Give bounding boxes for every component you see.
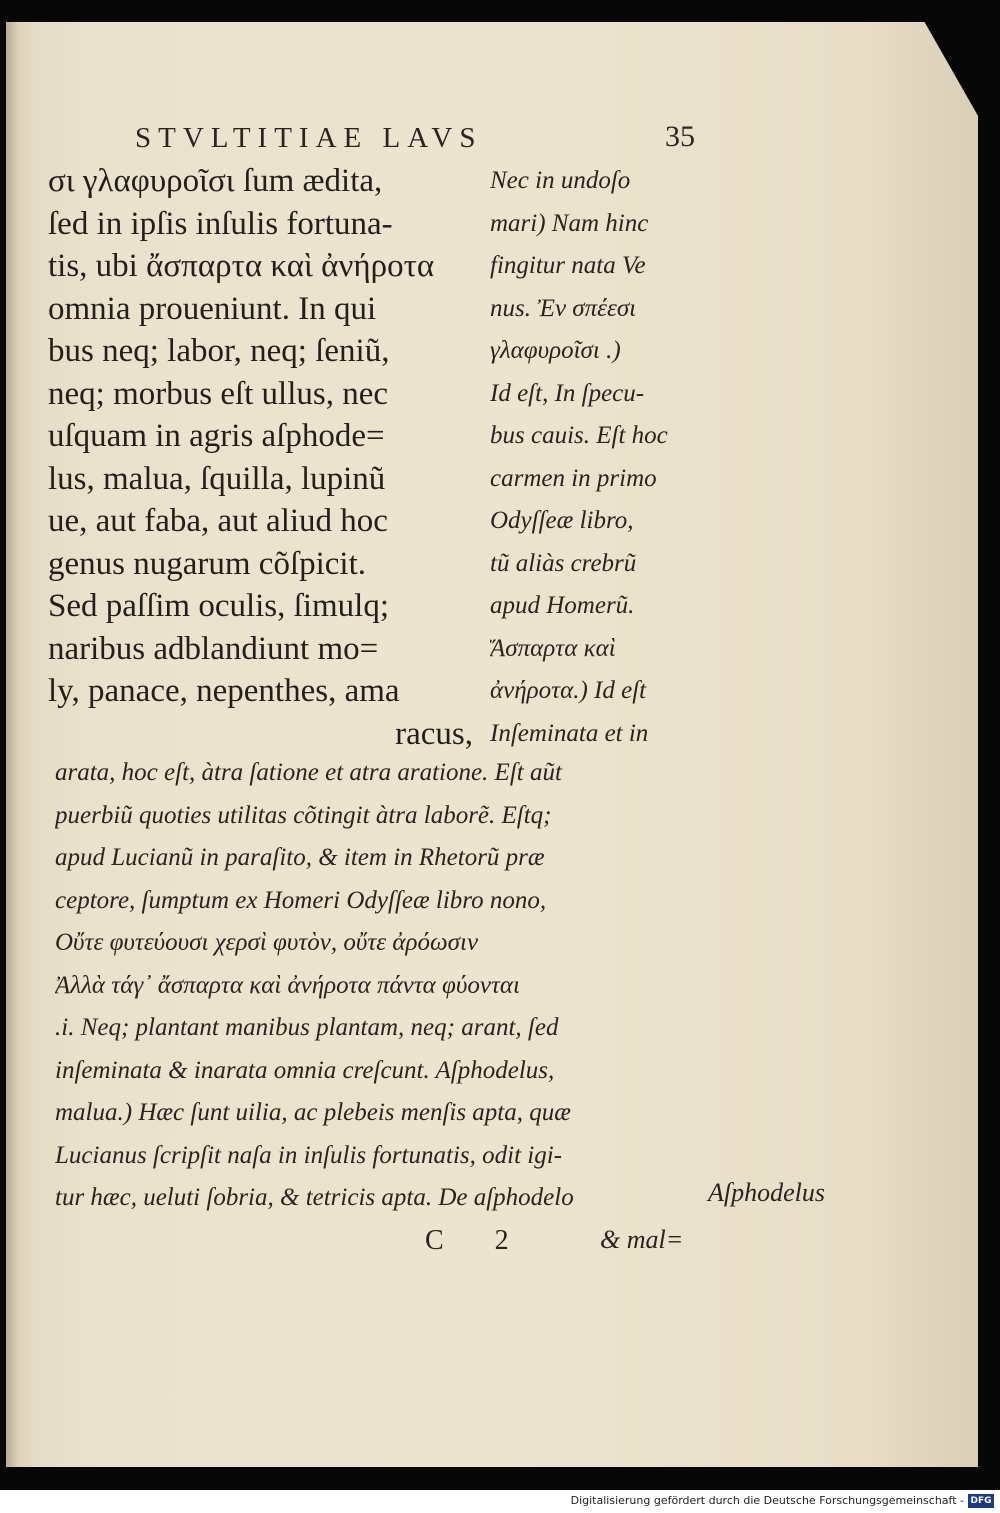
dfg-logo-icon: DFG xyxy=(968,1494,994,1508)
commentary-line: ceptore, ſumptum ex Homeri Odyſſeæ libro nono, xyxy=(55,886,547,914)
main-text-line: omnia proueniunt. In qui xyxy=(48,290,377,327)
main-text-line: Sed paſſim oculis, ſimulq; xyxy=(48,588,389,624)
commentary-line: bus cauis. Eſt hoc xyxy=(490,422,668,449)
commentary-line: mari) Nam hinc xyxy=(490,209,649,237)
commentary-line: Odyſſeæ libro, xyxy=(490,507,634,534)
commentary-line: carmen in primo xyxy=(490,464,657,492)
commentary-line: ἀνήροτα.) Id eſt xyxy=(490,677,647,704)
commentary-line: tur hæc, ueluti ſobria, & tetricis apta. De aſphodelo xyxy=(55,1184,574,1211)
commentary-line: Ἀλλὰ τάγ᾽ ἄσπαρτα καὶ ἀνήροτα πάντα φύονται xyxy=(55,971,520,999)
main-text-line: ſed in ipſis inſulis fortuna- xyxy=(48,205,393,242)
main-text-column xyxy=(48,160,473,755)
commentary-line: Lucianus ſcripſit naſa in inſulis fortunatis, odit igi- xyxy=(55,1141,562,1169)
signature-mark: C 2 xyxy=(425,1225,531,1256)
page-number: 35 xyxy=(665,120,695,153)
commentary-line: γλαφυροῖσι .) xyxy=(490,337,621,364)
digitization-footer xyxy=(0,1490,1000,1513)
page-gutter-shadow xyxy=(6,22,18,1467)
main-text-line: tis, ubi ἄσπαρτα καὶ ἀνήροτα xyxy=(48,248,435,284)
commentary-line: Ἄσπαρτα καὶ xyxy=(490,634,616,662)
commentary-column xyxy=(490,160,710,755)
commentary-line: .i. Neq; plantant manibus plantam, neq; arant, ſed xyxy=(55,1014,559,1041)
main-text-line: bus neq; labor, neq; ſeniũ, xyxy=(48,333,390,369)
main-text-line: ue, aut faba, aut aliud hoc xyxy=(48,503,388,539)
commentary-full-width xyxy=(55,752,705,1220)
page-header xyxy=(135,118,695,162)
funding-credit: Digitalisierung gefördert durch die Deutsche Forschungsgemeinschaft - xyxy=(570,1494,964,1507)
commentary-line: fingitur nata Ve xyxy=(490,252,646,279)
main-text-line: ly, panace, nepenthes, ama xyxy=(48,673,400,709)
main-text-line: racus, xyxy=(395,715,473,752)
commentary-line: Nec in undoſo xyxy=(490,167,631,194)
commentary-line: apud Lucianũ in paraſito, & item in Rhetorũ præ xyxy=(55,844,545,871)
commentary-line: apud Homerũ. xyxy=(490,592,635,619)
catchword: & mal= xyxy=(600,1225,684,1254)
commentary-line: inſeminata & inarata omnia creſcunt. Aſphodelus, xyxy=(55,1056,555,1084)
commentary-line: nus. Ἐν σπέεσι xyxy=(490,294,637,322)
commentary-line: tũ aliàs crebrũ xyxy=(490,549,637,577)
commentary-line: Id eſt, In ſpecu- xyxy=(490,379,645,407)
main-text-line: uſquam in agris aſphode= xyxy=(48,418,385,454)
commentary-line: arata, hoc eſt, àtra ſatione et atra aratione. Eſt aũt xyxy=(55,759,562,786)
commentary-line: puerbiũ quoties utilitas cõtingit àtra laborẽ. Eſtq; xyxy=(55,801,552,829)
marginal-note: Aſphodelus xyxy=(708,1178,825,1207)
commentary-line: Οὔτε φυτεύουσι χερσὶ φυτὸν, οὔτε ἀρόωσιν xyxy=(55,929,479,956)
main-text-line: genus nugarum cõſpicit. xyxy=(48,545,367,582)
running-title: STVLTITIAE LAVS xyxy=(135,122,483,154)
commentary-line: Inſeminata et in xyxy=(490,719,649,747)
main-text-line: naribus adblandiunt mo= xyxy=(48,630,379,667)
main-text-line: lus, malua, ſquilla, lupinũ xyxy=(48,460,386,497)
commentary-line: malua.) Hæc ſunt uilia, ac plebeis menſis apta, quæ xyxy=(55,1099,571,1126)
main-text-line: σι γλαφυρoῖσι ſum ædita, xyxy=(48,163,383,199)
main-text-line: neq; morbus eſt ullus, nec xyxy=(48,375,389,412)
